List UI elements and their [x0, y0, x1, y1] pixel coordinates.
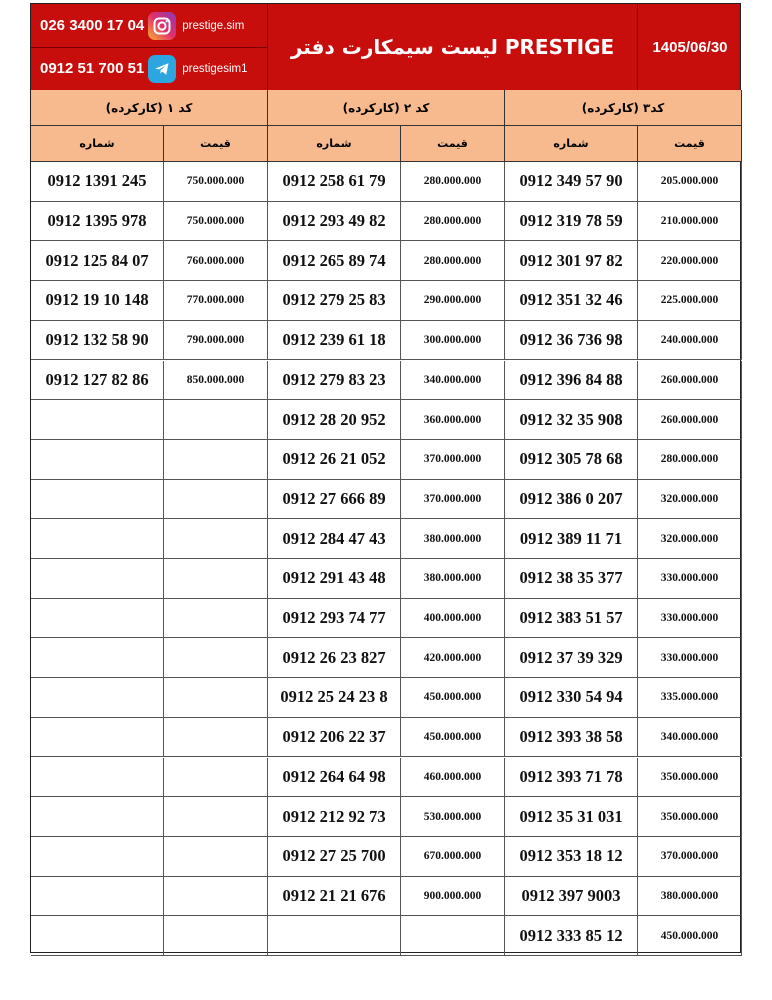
empty-cell	[164, 519, 268, 559]
telegram-handle[interactable]: prestigesim1	[182, 62, 248, 75]
list-date: 1405/06/30	[652, 38, 728, 56]
empty-cell	[164, 837, 268, 877]
sim-number: 0912 301 97 82	[505, 241, 638, 281]
price-column-header: قیمت	[638, 126, 742, 162]
empty-cell	[31, 718, 164, 758]
sim-number: 0912 383 51 57	[505, 599, 638, 639]
sim-price: 340.000.000	[638, 718, 742, 758]
empty-cell	[164, 480, 268, 520]
sim-price: 760.000.000	[164, 241, 268, 281]
sim-number: 0912 258 61 79	[268, 162, 401, 202]
sim-number: 0912 386 0 207	[505, 480, 638, 520]
sim-price: 240.000.000	[638, 321, 742, 361]
empty-cell	[164, 400, 268, 440]
sim-price: 350.000.000	[638, 758, 742, 798]
telegram-contact	[31, 47, 267, 90]
empty-cell	[164, 758, 268, 798]
sim-number: 0912 27 666 89	[268, 480, 401, 520]
empty-cell	[31, 638, 164, 678]
sim-price: 790.000.000	[164, 321, 268, 361]
sim-price: 280.000.000	[638, 440, 742, 480]
instagram-contact	[31, 4, 267, 48]
empty-cell	[164, 718, 268, 758]
sim-price: 460.000.000	[401, 758, 505, 798]
sim-number: 0912 26 21 052	[268, 440, 401, 480]
empty-cell	[164, 877, 268, 917]
sim-number: 0912 284 47 43	[268, 519, 401, 559]
sim-number: 0912 35 31 031	[505, 797, 638, 837]
empty-cell	[31, 440, 164, 480]
sim-number: 0912 279 25 83	[268, 281, 401, 321]
sim-price: 370.000.000	[638, 837, 742, 877]
sim-number: 0912 26 23 827	[268, 638, 401, 678]
sim-number: 0912 279 83 23	[268, 361, 401, 401]
empty-cell	[164, 638, 268, 678]
sim-number: 0912 393 71 78	[505, 758, 638, 798]
sim-price: 220.000.000	[638, 241, 742, 281]
empty-cell	[164, 797, 268, 837]
sim-number: 0912 265 89 74	[268, 241, 401, 281]
empty-cell	[164, 559, 268, 599]
number-column-header: شماره	[505, 126, 638, 162]
sim-price: 900.000.000	[401, 877, 505, 917]
sim-price: 750.000.000	[164, 202, 268, 242]
sim-price: 280.000.000	[401, 241, 505, 281]
sim-price: 330.000.000	[638, 559, 742, 599]
sim-number: 0912 333 85 12	[505, 916, 638, 956]
sim-number: 0912 36 736 98	[505, 321, 638, 361]
sim-number: 0912 305 78 68	[505, 440, 638, 480]
sim-price: 290.000.000	[401, 281, 505, 321]
empty-cell	[31, 559, 164, 599]
sim-price: 450.000.000	[638, 916, 742, 956]
sim-number: 0912 393 38 58	[505, 718, 638, 758]
price-column-header: قیمت	[164, 126, 268, 162]
empty-cell	[401, 916, 505, 956]
empty-cell	[31, 837, 164, 877]
empty-cell	[31, 916, 164, 956]
sim-number: 0912 28 20 952	[268, 400, 401, 440]
sim-price: 260.000.000	[638, 400, 742, 440]
sim-number: 0912 397 9003	[505, 877, 638, 917]
price-list-sheet	[30, 3, 741, 953]
sim-price: 210.000.000	[638, 202, 742, 242]
sim-number: 0912 25 24 23 8	[268, 678, 401, 718]
sim-number: 0912 239 61 18	[268, 321, 401, 361]
empty-cell	[31, 758, 164, 798]
page-title: PRESTIGE لیست سیمکارت دفتر	[290, 35, 615, 59]
sim-number: 0912 125 84 07	[31, 241, 164, 281]
sim-price: 340.000.000	[401, 361, 505, 401]
empty-cell	[164, 916, 268, 956]
sim-number: 0912 1391 245	[31, 162, 164, 202]
sim-price: 380.000.000	[401, 519, 505, 559]
sim-number: 0912 349 57 90	[505, 162, 638, 202]
sim-price: 335.000.000	[638, 678, 742, 718]
sim-price: 450.000.000	[401, 678, 505, 718]
sim-number: 0912 293 49 82	[268, 202, 401, 242]
sim-number: 0912 396 84 88	[505, 361, 638, 401]
sim-price: 320.000.000	[638, 519, 742, 559]
empty-cell	[164, 440, 268, 480]
empty-cell	[164, 678, 268, 718]
sim-price: 225.000.000	[638, 281, 742, 321]
sim-number: 0912 389 11 71	[505, 519, 638, 559]
sim-number: 0912 27 25 700	[268, 837, 401, 877]
sim-number: 0912 132 58 90	[31, 321, 164, 361]
empty-cell	[31, 480, 164, 520]
sim-price: 260.000.000	[638, 361, 742, 401]
header-bar	[31, 4, 740, 91]
sim-price: 320.000.000	[638, 480, 742, 520]
instagram-icon[interactable]	[148, 12, 176, 40]
sim-number: 0912 351 32 46	[505, 281, 638, 321]
number-column-header: شماره	[268, 126, 401, 162]
empty-cell	[31, 877, 164, 917]
sim-price: 770.000.000	[164, 281, 268, 321]
sim-price: 530.000.000	[401, 797, 505, 837]
empty-cell	[31, 797, 164, 837]
group-header: کد ۱ (کارکرده)	[31, 90, 268, 126]
sim-number: 0912 32 35 908	[505, 400, 638, 440]
landline-number: 026 3400 17 04	[40, 17, 145, 34]
sim-number: 0912 264 64 98	[268, 758, 401, 798]
instagram-handle[interactable]: prestige.sim	[182, 19, 245, 32]
empty-cell	[31, 599, 164, 639]
empty-cell	[164, 599, 268, 639]
sim-price: 380.000.000	[401, 559, 505, 599]
sim-price: 450.000.000	[401, 718, 505, 758]
sim-price: 330.000.000	[638, 638, 742, 678]
sim-number: 0912 38 35 377	[505, 559, 638, 599]
group-header: کد۳ (کارکرده)	[505, 90, 742, 126]
telegram-icon[interactable]	[148, 55, 176, 83]
sim-number: 0912 293 74 77	[268, 599, 401, 639]
empty-cell	[268, 916, 401, 956]
group-header: کد ۲ (کارکرده)	[268, 90, 505, 126]
sim-price: 370.000.000	[401, 480, 505, 520]
sim-number: 0912 21 21 676	[268, 877, 401, 917]
sim-price: 280.000.000	[401, 202, 505, 242]
sim-number: 0912 353 18 12	[505, 837, 638, 877]
mobile-number: 0912 51 700 51	[40, 60, 145, 77]
sim-price: 670.000.000	[401, 837, 505, 877]
sim-price: 280.000.000	[401, 162, 505, 202]
empty-cell	[31, 678, 164, 718]
sim-price: 350.000.000	[638, 797, 742, 837]
sim-number: 0912 127 82 86	[31, 361, 164, 401]
sim-price: 420.000.000	[401, 638, 505, 678]
sim-number: 0912 291 43 48	[268, 559, 401, 599]
sim-number: 0912 319 78 59	[505, 202, 638, 242]
sim-number: 0912 37 39 329	[505, 638, 638, 678]
sim-number: 0912 19 10 148	[31, 281, 164, 321]
number-column-header: شماره	[31, 126, 164, 162]
sim-price: 330.000.000	[638, 599, 742, 639]
sim-price: 370.000.000	[401, 440, 505, 480]
sim-number: 0912 212 92 73	[268, 797, 401, 837]
sim-number: 0912 206 22 37	[268, 718, 401, 758]
sim-number: 0912 1395 978	[31, 202, 164, 242]
sim-price: 750.000.000	[164, 162, 268, 202]
sim-price: 205.000.000	[638, 162, 742, 202]
sim-price: 400.000.000	[401, 599, 505, 639]
empty-cell	[31, 519, 164, 559]
sim-price: 850.000.000	[164, 361, 268, 401]
sim-number: 0912 330 54 94	[505, 678, 638, 718]
sim-price: 380.000.000	[638, 877, 742, 917]
empty-cell	[31, 400, 164, 440]
sim-price: 300.000.000	[401, 321, 505, 361]
sim-price: 360.000.000	[401, 400, 505, 440]
price-column-header: قیمت	[401, 126, 505, 162]
